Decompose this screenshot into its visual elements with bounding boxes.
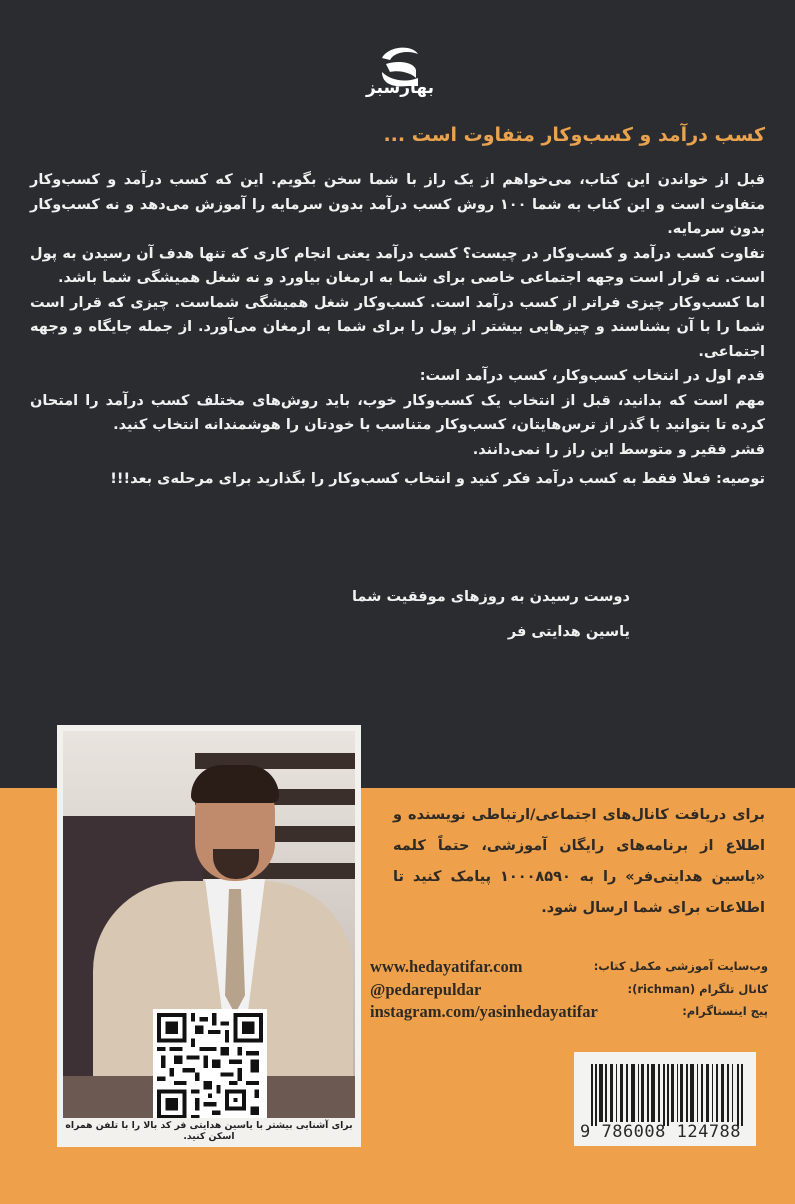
link-label: وب‌سایت آموزشی مکمل کتاب: [593, 959, 768, 973]
blurb-paragraph: مهم است که بدانید، قبل از انتخاب یک کسب‌وکار خوب، باید روش‌های مختلف کسب درآمد را امتحان کرده تا بتوانید با گذر از ترس‌هایتان، کسب‌وکار متناسب با خودتان را هوشمندانه انتخاب کنید. [30, 392, 765, 433]
contact-links [368, 957, 768, 1025]
link-row-telegram [368, 980, 768, 1003]
barcode-icon [591, 1064, 743, 1126]
blurb-paragraph: قشر فقیر و متوسط این راز را نمی‌دانند. [472, 441, 765, 458]
qr-code-icon[interactable] [153, 1009, 267, 1118]
blurb-paragraph: تفاوت کسب درآمد و کسب‌وکار در چیست؟ کسب درآمد یعنی انجام کاری که تنها هدف آن رسیدن به پول است. نه قرار است وجهه اجتماعی خاصی برای شما به ارمغان بیاورد و نه شغل همیشگی شما باشد. [30, 245, 765, 286]
isbn-number: 9 786008 124788 [580, 1122, 742, 1142]
link-row-instagram [368, 1002, 768, 1025]
telegram-link[interactable]: @pedarepuldar [370, 979, 482, 999]
info-paragraph: برای دریافت کانال‌های اجتماعی/ارتباطی نویسنده و اطلاع از برنامه‌های رایگان آموزشی، حتماً کلمه «یاسین هدایتی‌فر» را به ۱۰۰۰۸۵۹۰ پیامک کنید تا اطلاعات برای شما ارسال شود. [393, 807, 766, 916]
blurb-paragraph: اما کسب‌وکار چیزی فراتر از کسب درآمد است. کسب‌وکار شغل همیشگی شماست. چیزی که قرار است شما را با آن بشناسند و چیزهایی بیشتر از پول را برای شما به ارمغان می‌آورد. از جمله جایگاه و وجهه اجتماعی. [30, 294, 765, 360]
isbn-barcode [574, 1052, 756, 1146]
author-photo-card [57, 725, 361, 1147]
blurb-paragraph: قبل از خواندن این کتاب، می‌خواهم از یک راز با شما سخن بگویم. این که کسب درآمد و کسب‌وکار متفاوت است و این کتاب به شما ۱۰۰ روش کسب درآمد بدون سرمایه را آموزش می‌دهد و نه کسب‌وکار بدون سرمایه. [30, 172, 765, 237]
publisher-name: بهارسبز [365, 78, 434, 98]
link-label: پیج اینستاگرام: [682, 1004, 768, 1018]
hair-shape [191, 765, 279, 803]
signoff-line: دوست رسیدن به روزهای موفقیت شما [351, 589, 630, 605]
signoff-author: یاسین هدایتی فر [507, 624, 630, 640]
blurb-paragraph: قدم اول در انتخاب کسب‌وکار، کسب درآمد است: [419, 368, 765, 384]
blurb-body [30, 168, 765, 492]
author-portrait-photo [63, 731, 355, 1118]
instagram-link[interactable]: instagram.com/yasinhedayatifar [370, 1002, 598, 1021]
back-cover-headline: کسب درآمد و کسب‌وکار متفاوت است ... [383, 124, 765, 146]
qr-caption: برای آشنایی بیشتر با یاسین هدایتی فر کد بالا را با تلفن همراه اسکن کنید. [65, 1120, 353, 1142]
link-row-website [368, 957, 768, 980]
blurb-tip: توصیه: فعلا فقط به کسب درآمد فکر کنید و انتخاب کسب‌وکار را بگذارید برای مرحله‌ی بعد!!! [110, 471, 765, 487]
link-label: کانال تلگرام (richman): [627, 981, 768, 996]
author-signoff [352, 580, 630, 650]
website-link[interactable]: www.hedayatifar.com [370, 957, 523, 976]
